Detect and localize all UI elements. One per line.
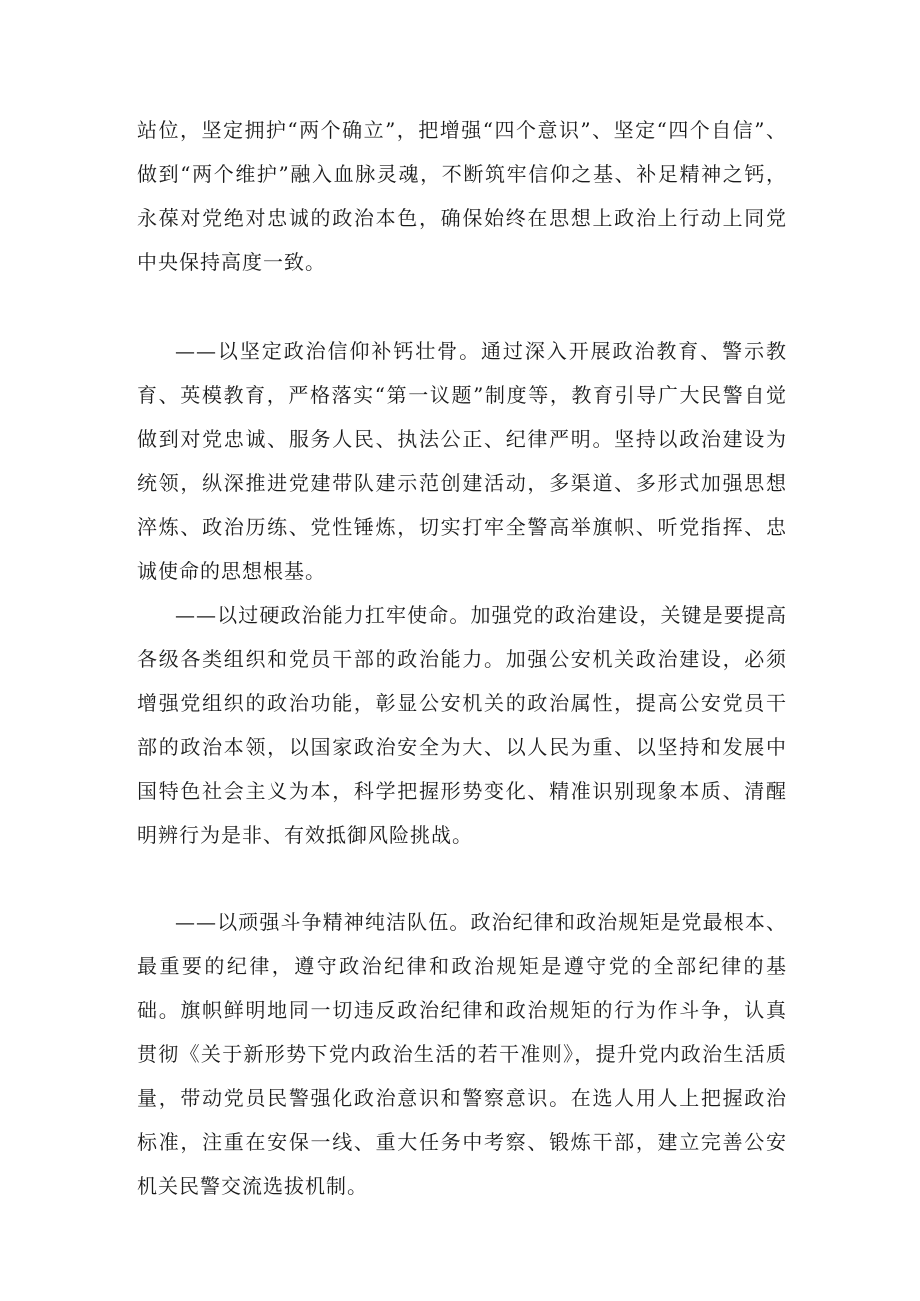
paragraph-2-text: ——以坚定政治信仰补钙壮骨。通过深入开展政治教育、警示教育、英模教育，严格落实“第一议题”制度等，教育引导广大民警自觉做到对党忠诚、服务人民、执法公正、纪律严明。坚持以政治建设为统领，纵深推进党建带队建示范创建活动，多渠道、多形式加强思想淬炼、政治历练、党性锤炼，切实打牢全警高举旗帜、听党指挥、忠诚使命的思想根基。: [137, 339, 787, 583]
paragraph-4-text: ——以顽强斗争精神纯洁队伍。政治纪律和政治规矩是党最根本、最重要的纪律，遵守政治纪律和政治规矩是遵守党的全部纪律的基础。旗帜鲜明地同一切违反政治纪律和政治规矩的行为作斗争，认真贯彻《关于新形势下党内政治生活的若干准则》，提升党内政治生活质量，带动党员民警强化政治意识和警察意识。在选人用人上把握政治标准，注重在安保一线、重大任务中考察、锻炼干部，建立完善公安机关民警交流选拔机制。: [137, 910, 787, 1198]
paragraph-3-text: ——以过硬政治能力扛牢使命。加强党的政治建设，关键是要提高各级各类组织和党员干部的政治能力。加强公安机关政治建设，必须增强党组织的政治功能，彰显公安机关的政治属性，提高公安党员干部的政治本领，以国家政治安全为大、以人民为重、以坚持和发展中国特色社会主义为本，科学把握形势变化、精准识别现象本质、清醒明辨行为是非、有效抵御风险挑战。: [137, 603, 787, 847]
paragraph-3: [137, 593, 787, 857]
paragraph-1: [137, 108, 787, 284]
paragraph-4: [137, 900, 787, 1208]
paragraph-1-text: 站位，坚定拥护“两个确立”，把增强“四个意识”、坚定“四个自信”、做到“两个维护”融入血脉灵魂，不断筑牢信仰之基、补足精神之钙，永葆对党绝对忠诚的政治本色，确保始终在思想上政治上行动上同党中央保持高度一致。: [137, 118, 787, 274]
paragraph-2: [137, 329, 787, 593]
